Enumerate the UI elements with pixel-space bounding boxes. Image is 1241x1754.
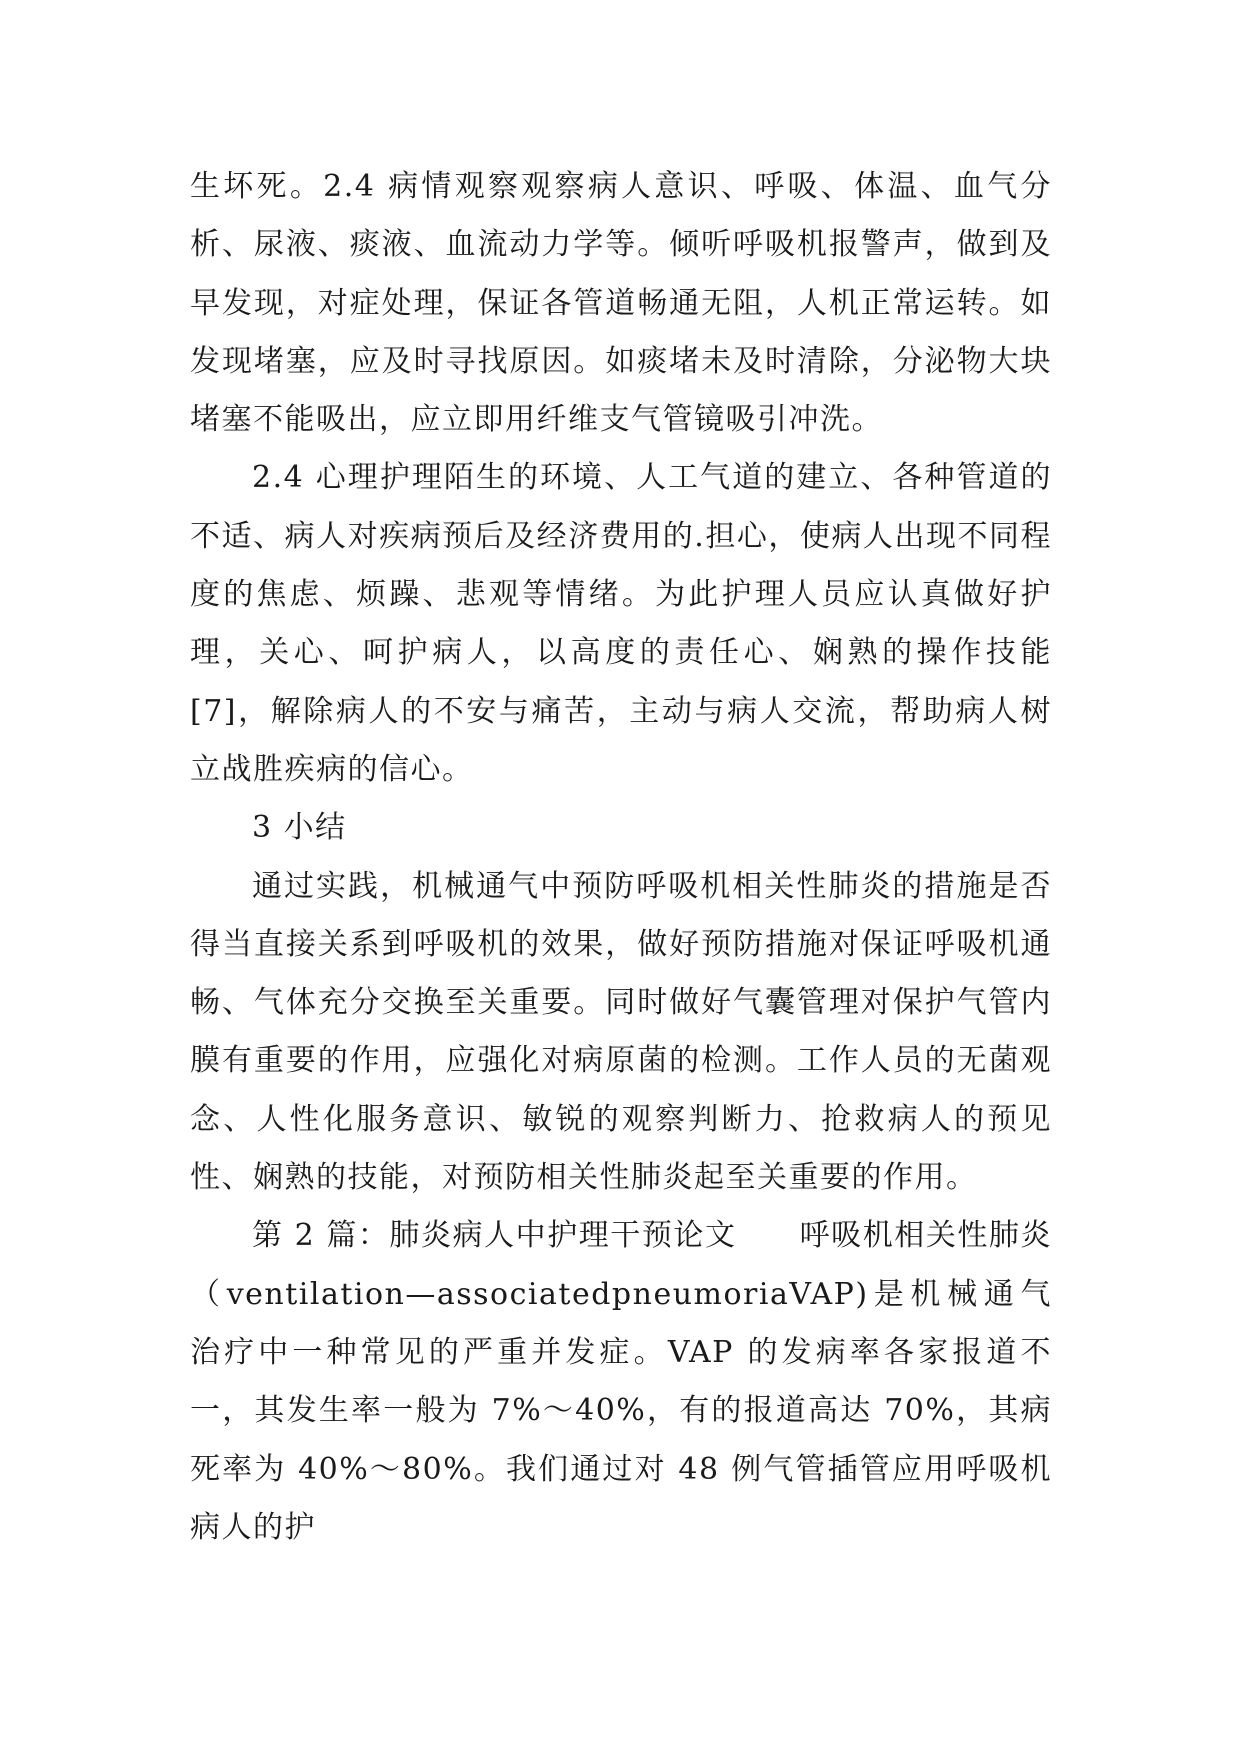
document-body (190, 158, 1052, 1557)
paragraph-article-2: 第 2 篇：肺炎病人中护理干预论文 呼吸机相关性肺炎（ventilation—associatedpneumoriaVAP)是机械通气治疗中一种常见的严重并发症。VAP 的发病率各家报道不一，其发生率一般为 7%～40%，有的报道高达 70%，其病死率为 40%～80%。我们通过对 48 例气管插管应用呼吸机病人的护 (190, 1218, 1052, 1545)
paragraph-observation: 生坏死。2.4 病情观察观察病人意识、呼吸、体温、血气分析、尿液、痰液、血流动力学等。倾听呼吸机报警声，做到及早发现，对症处理，保证各管道畅通无阻，人机正常运转。如发现堵塞，应及时寻找原因。如痰堵未及时清除，分泌物大块堵塞不能吸出，应立即用纤维支气管镜吸引冲洗。 (190, 169, 1052, 438)
paragraph-summary: 通过实践，机械通气中预防呼吸机相关性肺炎的措施是否得当直接关系到呼吸机的效果，做好预防措施对保证呼吸机通畅、气体充分交换至关重要。同时做好气囊管理对保护气管内膜有重要的作用，应强化对病原菌的检测。工作人员的无菌观念、人性化服务意识、敏锐的观察判断力、抢救病人的预见性、娴熟的技能，对预防相关性肺炎起至关重要的作用。 (190, 868, 1052, 1196)
paragraph-psych-care: 2.4 心理护理陌生的环境、人工气道的建立、各种管道的不适、病人对疾病预后及经济费用的.担心，使病人出现不同程度的焦虑、烦躁、悲观等情绪。为此护理人员应认真做好护理，关心、呵护病人，以高度的责任心、娴熟的操作技能[7]，解除病人的不安与痛苦，主动与病人交流，帮助病人树立战胜疾病的信心。 (190, 460, 1052, 787)
section-heading-summary: 3 小结 (252, 810, 347, 846)
